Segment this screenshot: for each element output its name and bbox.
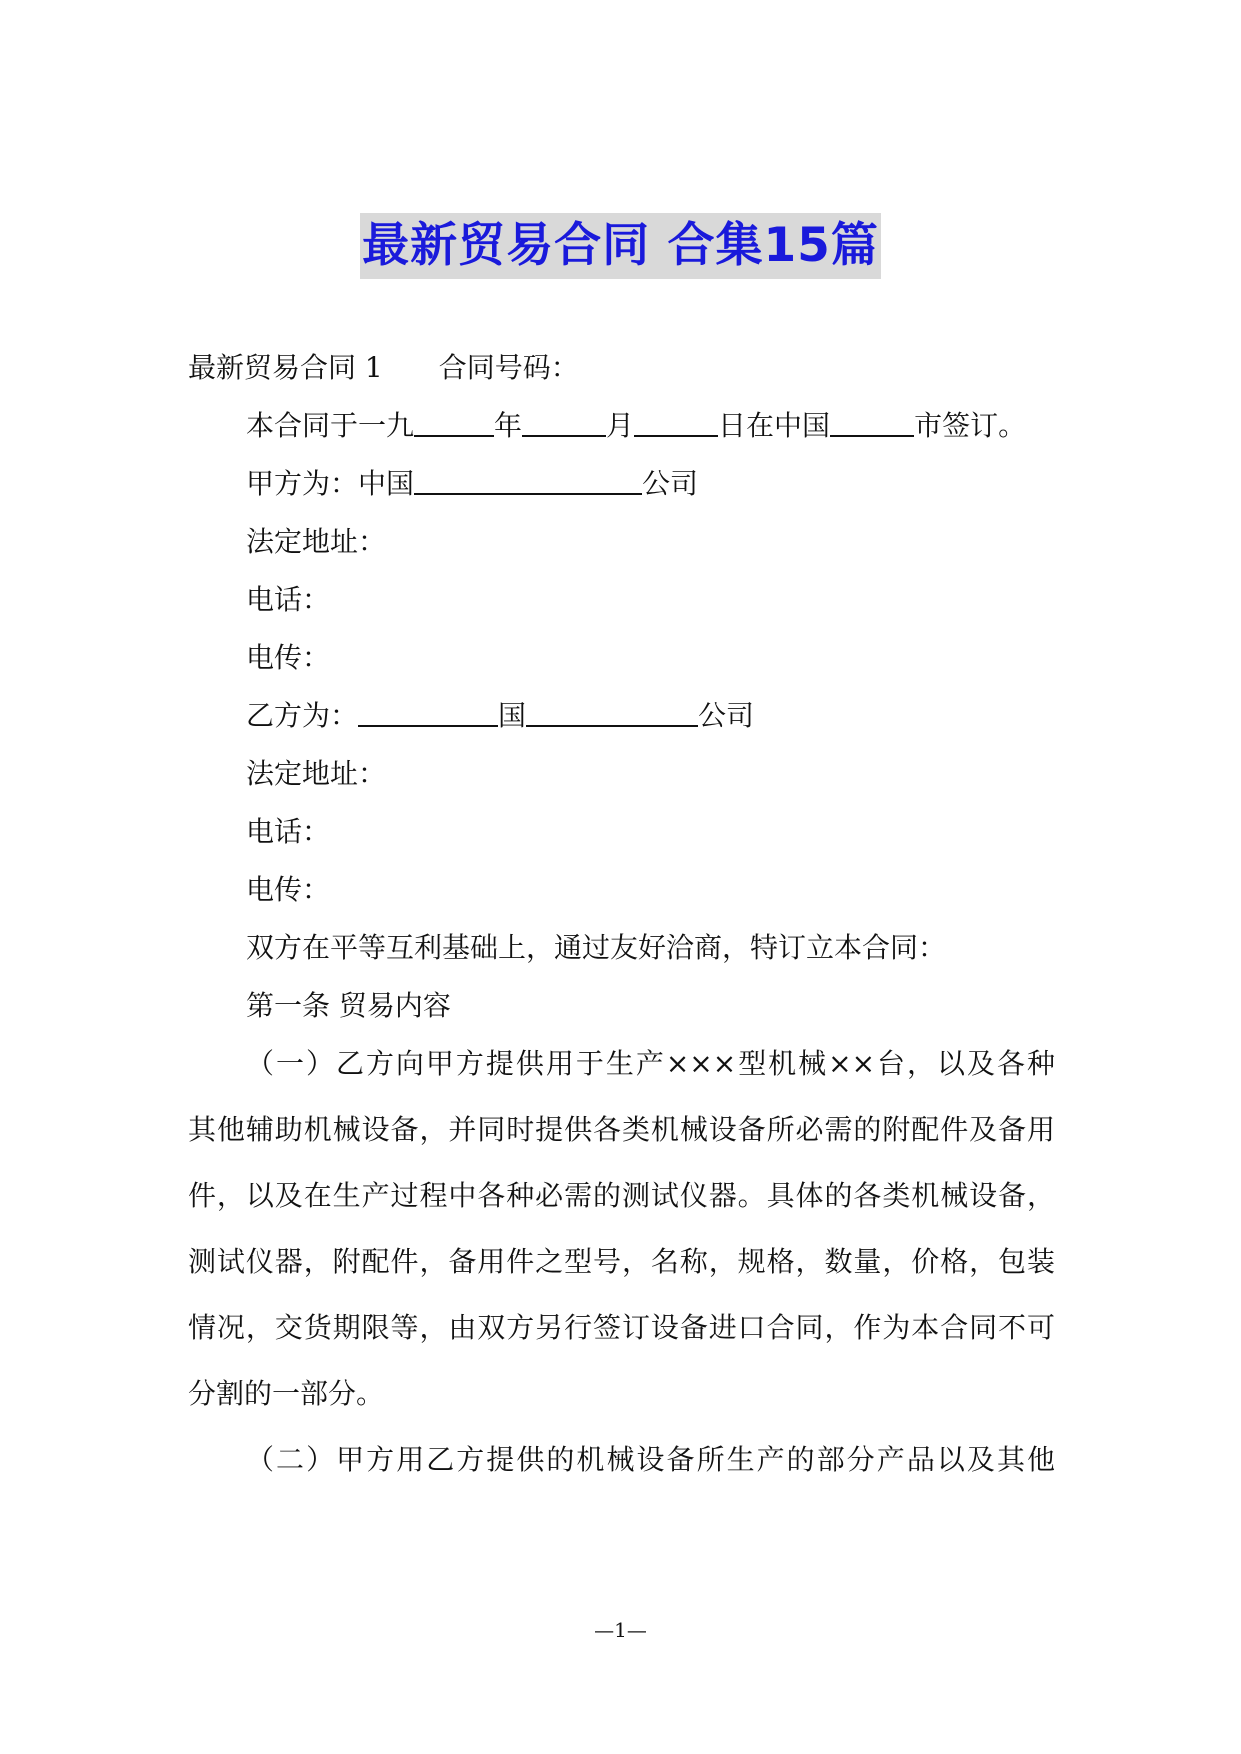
party-b-country-label: 国: [498, 699, 527, 732]
party-a-line: [246, 464, 698, 504]
clause-2-line-1: （二）甲方用乙方提供的机械设备所生产的部分产品以及其他: [246, 1443, 1055, 1476]
contract-number-label: 合同号码：: [438, 351, 579, 384]
section-label: 最新贸易合同 1: [188, 351, 383, 384]
section-heading: [188, 348, 579, 388]
sign-prefix: 本合同于一九: [246, 409, 415, 442]
preamble: 双方在平等互利基础上，通过友好洽商，特订立本合同：: [246, 931, 947, 964]
city-blank: [830, 409, 914, 437]
day-blank: [634, 409, 718, 437]
party-b-phone: 电话：: [246, 815, 331, 848]
month-blank: [522, 409, 606, 437]
sign-suffix: 市签订。: [914, 409, 1027, 442]
party-a-company-label: 公司: [642, 467, 699, 500]
year-blank: [414, 409, 494, 437]
clause-1-line-1: （一）乙方向甲方提供用于生产×××型机械××台，以及各种: [246, 1047, 1055, 1080]
clause-1-line-3: 件，以及在生产过程中各种必需的测试仪器。具体的各类机械设备，: [188, 1179, 1055, 1212]
party-b-company-blank: [526, 699, 698, 727]
title-block: [0, 213, 1241, 279]
document-title: 最新贸易合同 合集15篇: [360, 213, 881, 279]
party-b-company-label: 公司: [698, 699, 755, 732]
year-label: 年: [494, 409, 523, 442]
article-1-heading: 第一条 贸易内容: [246, 989, 451, 1022]
day-label: 日在中国: [718, 409, 831, 442]
party-b-country-blank: [358, 699, 498, 727]
party-a-company-blank: [414, 467, 642, 495]
party-b-fax: 电传：: [246, 873, 331, 906]
party-a-address: 法定地址：: [246, 525, 387, 558]
party-a-label: 甲方为：中国: [246, 467, 415, 500]
month-label: 月: [606, 409, 635, 442]
party-b-address: 法定地址：: [246, 757, 387, 790]
party-b-label: 乙方为：: [246, 699, 359, 732]
party-a-fax: 电传：: [246, 641, 331, 674]
clause-1-line-2: 其他辅助机械设备，并同时提供各类机械设备所必需的附配件及备用: [188, 1113, 1055, 1146]
signing-line: [246, 406, 1026, 446]
clause-1-line-6: 分割的一部分。: [188, 1377, 385, 1410]
clause-1-line-5: 情况，交货期限等，由双方另行签订设备进口合同，作为本合同不可: [188, 1311, 1055, 1344]
party-a-phone: 电话：: [246, 583, 331, 616]
clause-1-line-4: 测试仪器，附配件，备用件之型号，名称，规格，数量，价格，包装: [188, 1245, 1055, 1278]
party-b-line: [246, 696, 754, 736]
page-number: —1—: [594, 1618, 647, 1642]
